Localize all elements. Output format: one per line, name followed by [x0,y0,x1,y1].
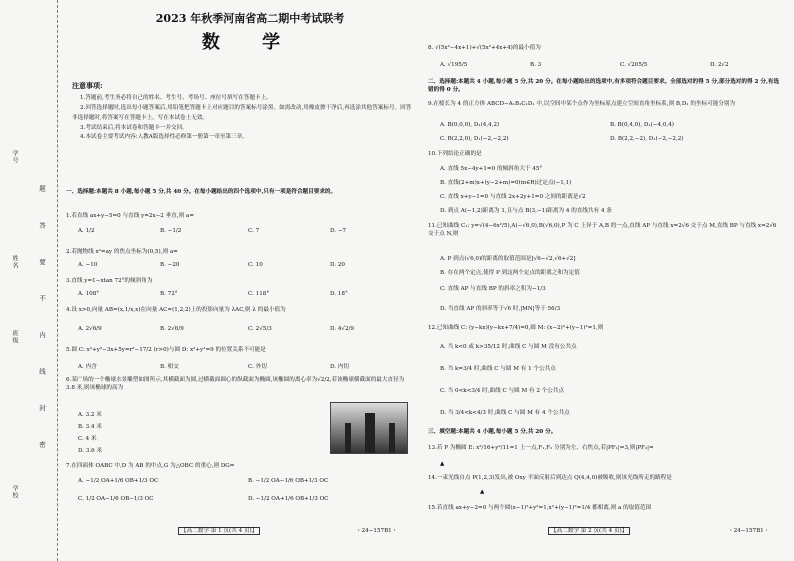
q13-answer-blank[interactable]: ▲ [440,461,445,467]
q8-option-c: C. √205/5 [620,62,648,68]
question-9: 9.在棱长为 4 的正方体 ABCD−A₁B₁C₁D₁ 中,以空间中某个点作为坐标原点建立空间直角坐标系,则 B,D₁ 的坐标可能分别为 [428,101,736,107]
notice-item: 4.本试卷主要考试内容:人教A版选择性必修第一册第一章至第三章。 [80,134,248,141]
exam-title: 2023 年秋季河南省高二期中考试联考 [155,12,345,25]
q3-option-b: B. 72° [160,291,178,297]
q10-option-b: B. 直线(2+m)x+(y−2+m)=0(m∈R)过定点(−1,1) [440,180,572,186]
q12-option-b: B. 当 k=3/4 时,曲线 C 与圆 M 有 1 个公共点 [440,366,556,372]
q5-option-c: C. 外切 [248,364,267,370]
margin-label-name: 姓名 [11,255,18,269]
q3-option-c: C. 118° [248,291,270,297]
question-14: 14.一束光线自点 P(1,2,3)发出,被 Oxy 平面反射后到达点 Q(4,4,0)被吸收,则该光线所走的路程是 [428,475,672,481]
q2-option-d: D. 20 [330,262,345,268]
photo-pillar [365,413,375,453]
q8-option-b: B. 3 [530,62,542,68]
q10-option-d: D. 到点 A(−1,2)距离为 1,且与点 B(3,−1)距离为 4 的直线共有 4 条 [440,208,612,214]
question-8: 8. √(5x²−4x+1)+√(5x²+4x+4)的最小值为 [428,45,541,51]
footer-page-1 [178,526,260,534]
section-3-heading: 三、填空题:本题共 4 小题,每小题 5 分,共 20 分。 [428,429,557,435]
q1-option-a: A. 1/2 [78,228,95,234]
q9-option-d: D. B(2,2,−2), D₁(−2,−2,2) [610,136,684,142]
q11-option-b: B. 存在两个定点,使得 P 到这两个定点的距离之和为定值 [440,270,580,276]
q12-option-d: D. 当 3/4<k<4/3 时,曲线 C 与圆 M 有 4 个公共点 [440,410,570,416]
q5-option-d: D. 内切 [330,364,350,370]
question-3: 3.直线 y=1−xtan 72°的倾斜角为 [66,278,153,284]
footer-code-2: ・24−157B1・ [728,528,770,534]
q5-option-b: B. 相交 [160,364,179,370]
footer-page-1-label: 【高二数学 第 1 页(共 4 页)】 [178,527,260,535]
question-10: 10.下列结论正确的是 [428,151,482,157]
q5-option-a: A. 内含 [78,364,97,370]
notice-item: 1.答题前,考生务必将自己的姓名、考生号、考场号、座位号填写在答题卡上。 [80,95,272,102]
q11-option-d: D. 当直线 AP 的斜率等于√6 时,|MN|等于 56/3 [440,306,561,312]
q8-option-d: D. 2√2 [710,62,729,68]
q11-option-c: C. 直线 AP 与直线 BP 的斜率之积为−1/3 [440,286,546,292]
margin-label-school: 学校 [11,485,18,499]
photo-pillar [389,423,395,453]
question-2: 2.若抛物线 x²=ay 的焦点坐标为(0,5),则 a= [66,249,178,255]
q10-option-a: A. 直线 5x−4y+1=0 的倾斜角大于 45° [440,166,543,172]
question-4: 4.设 x>0,向量 AB=(x,1/x,x)在向量 AC=(1,2,2)上的投影向量为 λAC,则 λ 的最小值为 [66,307,286,313]
q7-option-a: A. −1/2 OA+1/6 OB+1/3 OC [78,478,159,484]
q2-option-a: A. −10 [78,262,98,268]
q12-option-a: A. 当 k<0 或 k>35/12 时,曲线 C 与圆 M 没有公共点 [440,344,577,350]
q6-option-c: C. 4 米 [78,436,97,442]
sculpture-photo [330,402,408,454]
q9-option-b: B. B(0,4,0), D₁(−4,0,4) [610,122,674,128]
footer-page-2 [548,526,630,534]
q7-option-b: B. −1/2 OA−1/6 OB+1/3 OC [248,478,329,484]
notice-heading: 注意事项: [72,81,103,90]
question-12: 12.已知曲线 C: (y−kx)(y−kx+7/4)=0,圆 M: (x−2)²+(y−1)²=1,则 [428,325,604,331]
q7-option-c: C. 1/2 OA−1/6 OB−1/3 OC [78,496,154,502]
question-11: 11.已知曲线 C₁: y=√(4−6x²/5),A(−√6,0),B(√6,0),P 为 C 上异于 A,B 的一点,直线 AP 与直线 x=2√6 交于点 M,直线 BP 与直线 x=2√6 交于点 N,则 [428,223,777,238]
q4-option-b: B. 2√6/9 [160,326,184,332]
q4-option-c: C. 2√5/3 [248,326,272,332]
question-6: 6.某广场的一个椭球水景雕塑如图所示,其横截面为圆,过横截面圆心的纵截面为椭圆,该椭圆的离心率为√2/2,若该椭球横截面的最大直径为 3.8 米,则该椭球的高为 [66,377,405,392]
q6-option-d: D. 3.6 米 [78,448,103,454]
question-7: 7.在四面体 OABC 中,D 为 AB 的中点,G 为△OBC 的重心,则 DG= [66,463,235,469]
notice-item: 3.考试结束后,将本试卷和答题卡一并交回。 [80,124,188,131]
q3-option-d: D. 18° [330,291,348,297]
section-2-heading: 二、选择题:本题共 4 小题,每小题 5 分,共 20 分。在每小题给出的选项中,有多项符合题目要求。全部选对的得 5 分,部分选对的得 2 分,有选错的得 0 分。 [428,79,780,94]
subject-title: 数 学 [201,32,299,53]
margin-label-id: 学号 [11,150,18,164]
question-15: 15.若直线 ax+y−2=0 与两个圆(x−1)²+y²=1,x²+(y−1)²=1/4 都相离,则 a 的取值范围 [428,505,652,511]
q4-option-d: D. 4√2/9 [330,326,354,332]
q14-answer-blank[interactable]: ▲ [480,489,485,495]
q9-option-c: C. B(2,2,0), D₁(−2,−2,2) [440,136,509,142]
q8-option-a: A. √195/5 [440,62,468,68]
notice-item: 2.回答选择题时,选出每小题答案后,用铅笔把答题卡上对应题目的答案标号涂黑。如需改动,用橡皮擦干净后,再选涂其他答案标号。回答非选择题时,将答案写在答题卡上。写在本试卷上无效。 [72,105,412,121]
q1-option-d: D. −7 [330,228,347,234]
q2-option-c: C. 10 [248,262,263,268]
question-13: 13.若 P 为椭圆 E: x²/16+y²/11=1 上一点,F₁,F₂ 分别为左、右焦点,若|PF₁|=3,则|PF₂|= [428,445,654,451]
footer-code-1: ・24−157B1・ [356,528,398,534]
q6-option-a: A. 3.2 米 [78,412,102,418]
q3-option-a: A. 108° [78,291,100,297]
q1-option-b: B. −1/2 [160,228,182,234]
q7-option-d: D. −1/2 OA+1/6 OB+1/3 OC [248,496,329,502]
section-1-heading: 一、选择题:本题共 8 小题,每小题 5 分,共 40 分。在每小题给出的四个选项中,只有一项是符合题目要求的。 [66,189,337,195]
q12-option-c: C. 当 0<k<3/4 时,曲线 C 与圆 M 有 2 个公共点 [440,388,565,394]
seal-line-text: 题 答 要 不 内 线 封 密 [38,185,46,462]
notice-block [72,80,412,143]
q2-option-b: B. −20 [160,262,180,268]
margin-label-class: 班级 [11,330,18,344]
question-5: 5.圆 C: x²+y²−3x+5y=r²−17/2 (r>0)与圆 D: x²+y²=9 的位置关系不可能是 [66,347,266,353]
q11-option-a: A. P 到点(√6,0)的距离的取值范围是[√6−√2,√6+√2] [440,256,576,262]
q1-option-c: C. 7 [248,228,260,234]
q4-option-a: A. 2√6/9 [78,326,102,332]
photo-pillar [345,423,351,453]
question-1: 1.若直线 ax+y−5=0 与直线 y=2x−2 垂直,则 a= [66,213,195,219]
footer-page-2-label: 【高二数学 第 2 页(共 4 页)】 [548,527,630,535]
q6-option-b: B. 3.4 米 [78,424,102,430]
q10-option-c: C. 直线 x+y−1=0 与直线 2x+2y+1=0 之间的距离是√2 [440,194,586,200]
binding-margin [0,0,58,561]
q9-option-a: A. B(0,0,0), D₁(4,4,2) [440,122,500,128]
